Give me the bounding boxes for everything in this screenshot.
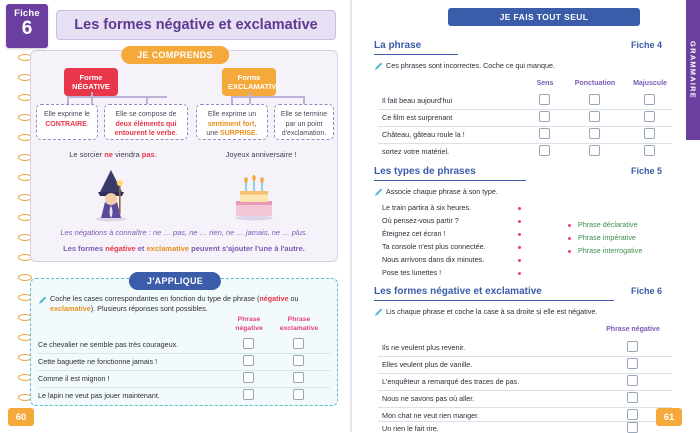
connector-dot[interactable] bbox=[568, 224, 571, 227]
connector-line bbox=[249, 92, 251, 104]
section-3-instruction: Lis chaque phrase et coche la case à sa droite si elle est négative. bbox=[386, 307, 598, 316]
s3-row-label: Ils ne veulent plus revenir. bbox=[382, 343, 466, 352]
definition-text: Elle se termine par un point d'exclamation. bbox=[280, 111, 328, 137]
pencil-icon bbox=[374, 188, 383, 197]
checkbox-sens[interactable] bbox=[539, 128, 550, 139]
badge-je-comprends: JE COMPRENDS bbox=[121, 46, 229, 64]
right-page bbox=[352, 0, 700, 432]
form-exclamative-label: Forme EXCLAMATIVE bbox=[228, 73, 282, 91]
connector-dot[interactable] bbox=[518, 246, 521, 249]
connector-line bbox=[67, 96, 167, 98]
checkbox-ponctuation[interactable] bbox=[589, 94, 600, 105]
s2-row-label[interactable]: Nous arrivons dans dix minutes. bbox=[382, 255, 485, 264]
note-combination: Les formes négative et exclamative peuvent s'ajouter l'une à l'autre. bbox=[63, 244, 305, 253]
page-number-left: 60 bbox=[8, 408, 34, 426]
s3-row-label: Mon chat ne veut rien manger. bbox=[382, 411, 480, 420]
definition-text: Elle exprime le CONTRAIRE. bbox=[44, 111, 90, 128]
option-declarative[interactable]: Phrase déclarative bbox=[578, 220, 638, 229]
pencil-icon bbox=[38, 296, 47, 305]
fiche-tab-number: 6 bbox=[21, 18, 33, 39]
col-phrase-negative: Phrase négative bbox=[606, 326, 660, 333]
connector-line bbox=[91, 92, 93, 104]
checkbox-negative[interactable] bbox=[627, 341, 638, 352]
section-fiche-ref-2: Fiche 5 bbox=[630, 166, 662, 176]
definition-text: Elle se compose de deux éléments qui entourent le verbe. bbox=[114, 111, 178, 137]
connector-dot[interactable] bbox=[518, 259, 521, 262]
checkbox-negative[interactable] bbox=[627, 392, 638, 403]
row-separator bbox=[378, 109, 672, 110]
connector-dot[interactable] bbox=[568, 250, 571, 253]
definition-card-2 bbox=[104, 104, 188, 140]
section-tab-label: GRAMMAIRE bbox=[688, 41, 698, 99]
checkbox-negative[interactable] bbox=[243, 389, 254, 400]
definition-card-4 bbox=[274, 104, 334, 140]
connector-dot[interactable] bbox=[518, 272, 521, 275]
s1-row-label: Il fait beau aujourd'hui bbox=[382, 96, 453, 105]
applique-col-exclamative: Phrase exclamative bbox=[279, 316, 319, 332]
pencil-icon bbox=[374, 308, 383, 317]
section-2-instruction: Associe chaque phrase à son type. bbox=[386, 187, 498, 196]
definition-card-3 bbox=[196, 104, 268, 140]
s3-row-label: Un rien le fait rire. bbox=[382, 424, 439, 433]
checkbox-exclamative[interactable] bbox=[293, 338, 304, 349]
banner-label: JE FAIS TOUT SEUL bbox=[499, 12, 589, 22]
page-title-text: Les formes négative et exclamative bbox=[74, 17, 318, 33]
checkbox-exclamative[interactable] bbox=[293, 372, 304, 383]
checkbox-negative[interactable] bbox=[243, 372, 254, 383]
connector-line bbox=[231, 96, 233, 104]
row-separator bbox=[378, 407, 672, 408]
col-majuscule: Majuscule bbox=[633, 80, 667, 87]
option-imperative[interactable]: Phrase impérative bbox=[578, 233, 636, 242]
s2-row-label[interactable]: Où pensez-vous partir ? bbox=[382, 216, 459, 225]
s1-row-label: Château, gâteau roule la ! bbox=[382, 130, 465, 139]
wizard-illustration bbox=[88, 162, 134, 222]
row-separator bbox=[378, 373, 672, 374]
checkbox-negative[interactable] bbox=[627, 375, 638, 386]
checkbox-sens[interactable] bbox=[539, 94, 550, 105]
checkbox-exclamative[interactable] bbox=[293, 389, 304, 400]
section-underline bbox=[374, 54, 458, 55]
note-negations: Les négations à connaître : ne … pas, ne … rien, ne … jamais, ne … plus. bbox=[60, 228, 308, 237]
s2-row-label[interactable]: Ta console n'est plus connectée. bbox=[382, 242, 486, 251]
checkbox-negative[interactable] bbox=[627, 358, 638, 369]
applique-row-label: Cette baguette ne fonctionne jamais ! bbox=[38, 357, 158, 366]
connector-line bbox=[67, 96, 69, 104]
checkbox-majuscule[interactable] bbox=[644, 145, 655, 156]
section-title-1: La phrase bbox=[374, 40, 422, 51]
row-separator bbox=[38, 370, 330, 371]
badge-japplique: J'APPLIQUE bbox=[129, 272, 221, 290]
s3-row-label: Nous ne savons pas où aller. bbox=[382, 394, 475, 403]
row-separator bbox=[378, 143, 672, 144]
connector-dot[interactable] bbox=[518, 233, 521, 236]
option-interrogative[interactable]: Phrase interrogative bbox=[578, 246, 643, 255]
section-1-instruction: Ces phrases sont incorrectes. Coche ce qui manque. bbox=[386, 61, 555, 70]
connector-line bbox=[146, 96, 148, 104]
section-fiche-ref-3: Fiche 6 bbox=[630, 286, 662, 296]
applique-row-label: Comme il est mignon ! bbox=[38, 374, 110, 383]
left-page bbox=[0, 0, 350, 432]
checkbox-negative[interactable] bbox=[627, 422, 638, 433]
checkbox-ponctuation[interactable] bbox=[589, 145, 600, 156]
connector-dot[interactable] bbox=[568, 237, 571, 240]
row-separator bbox=[378, 356, 672, 357]
applique-instruction: Coche les cases correspondantes en fonction du type de phrase (négative ou exclamative). Plusieurs réponses sont possibles. bbox=[50, 294, 299, 313]
section-title-2: Les types de phrases bbox=[374, 166, 476, 177]
checkbox-majuscule[interactable] bbox=[644, 128, 655, 139]
s3-row-label: Elles veulent plus de vanille. bbox=[382, 360, 473, 369]
page-number-right: 61 bbox=[656, 408, 682, 426]
s2-row-label[interactable]: Pose tes lunettes ! bbox=[382, 268, 442, 277]
connector-line bbox=[303, 96, 305, 104]
s1-row-label: Ce film est surprenant bbox=[382, 113, 453, 122]
definition-text: Elle exprime un sentiment fort, une SURPRISE. bbox=[206, 111, 258, 137]
checkbox-negative[interactable] bbox=[243, 338, 254, 349]
checkbox-sens[interactable] bbox=[539, 145, 550, 156]
applique-row-label: Le lapin ne veut pas jouer maintenant. bbox=[38, 391, 160, 400]
section-title-3: Les formes négative et exclamative bbox=[374, 286, 542, 297]
checkbox-ponctuation[interactable] bbox=[589, 111, 600, 122]
page-title bbox=[56, 10, 336, 40]
applique-row-label: Ce chevalier ne semble pas très courageux. bbox=[38, 340, 179, 349]
s1-row-label: sortez votre matériel. bbox=[382, 147, 450, 156]
example-exclamative: Joyeux anniversaire ! bbox=[225, 150, 297, 159]
row-separator bbox=[378, 390, 672, 391]
checkbox-sens[interactable] bbox=[539, 111, 550, 122]
fiche-tab-label: Fiche bbox=[14, 8, 40, 19]
row-separator bbox=[38, 387, 330, 388]
connector-dot[interactable] bbox=[518, 220, 521, 223]
connector-line bbox=[231, 96, 304, 98]
row-separator bbox=[38, 353, 330, 354]
checkbox-ponctuation[interactable] bbox=[589, 128, 600, 139]
s3-row-label: L'enquêteur a remarqué des traces de pas. bbox=[382, 377, 520, 386]
section-fiche-ref-1: Fiche 4 bbox=[630, 40, 662, 50]
col-ponctuation: Ponctuation bbox=[574, 80, 616, 87]
s2-row-label[interactable]: Le train partira à six heures. bbox=[382, 203, 472, 212]
form-negative-label: Forme NÉGATIVE bbox=[72, 73, 110, 91]
banner-je-fais-tout-seul bbox=[448, 8, 640, 26]
example-negative: Le sorcier ne viendra pas. bbox=[69, 150, 157, 159]
definition-card-1 bbox=[36, 104, 98, 140]
checkbox-negative[interactable] bbox=[627, 409, 638, 420]
connector-dot[interactable] bbox=[518, 207, 521, 210]
checkbox-majuscule[interactable] bbox=[644, 111, 655, 122]
applique-col-negative: Phrase négative bbox=[235, 316, 263, 332]
checkbox-majuscule[interactable] bbox=[644, 94, 655, 105]
section-underline bbox=[374, 180, 526, 181]
fiche-tab bbox=[6, 4, 48, 48]
section-underline bbox=[374, 300, 614, 301]
col-sens: Sens bbox=[536, 80, 554, 87]
checkbox-negative[interactable] bbox=[243, 355, 254, 366]
section-tab-grammaire bbox=[686, 0, 700, 140]
row-separator bbox=[378, 126, 672, 127]
s2-row-label[interactable]: Éteignez cet écran ! bbox=[382, 229, 446, 238]
cake-illustration bbox=[228, 165, 280, 221]
pencil-icon bbox=[374, 62, 383, 71]
checkbox-exclamative[interactable] bbox=[293, 355, 304, 366]
